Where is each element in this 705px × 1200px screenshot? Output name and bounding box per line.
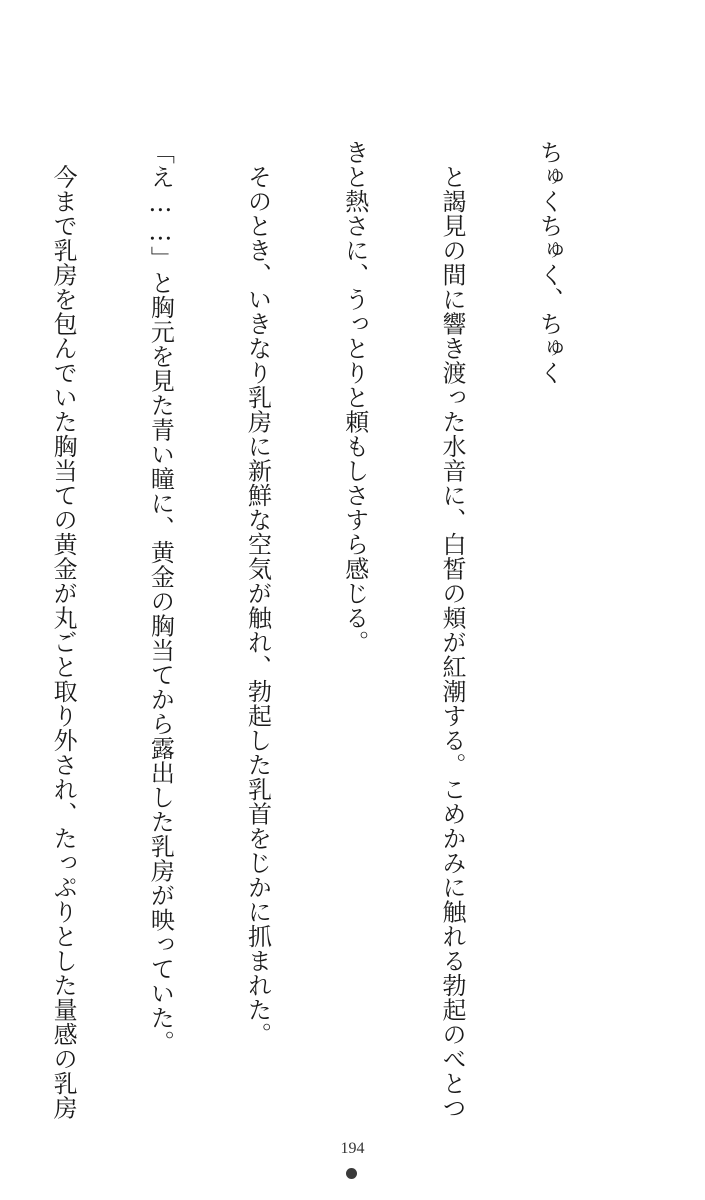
page-marker-dot (346, 1168, 357, 1179)
text-line-4: そのとき、いきなり乳房に新鮮な空気が触れ、勃起した乳首をじかに抓まれた。 (243, 140, 272, 1047)
text-line-1: ちゅくちゅく、ちゅく (535, 140, 564, 385)
text-line-2: と謁見の間に響き渡った水音に、白皙の頬が紅潮する。こめかみに触れる勃起のべとつ (437, 140, 466, 1120)
text-line-5: 「え……」と胸元を見た青い瞳に、黄金の胸当てから露出した乳房が映っていた。 (146, 140, 175, 1055)
vertical-text-body (49, 140, 630, 1120)
text-line-6: 今まで乳房を包んでいた胸当ての黄金が丸ごと取り外され、たっぷりとした量感の乳房 (49, 140, 78, 1120)
text-line-3: きと熱さに、うっとりと頼もしさすら感じる。 (340, 140, 369, 655)
page-number: 194 (340, 1140, 365, 1157)
